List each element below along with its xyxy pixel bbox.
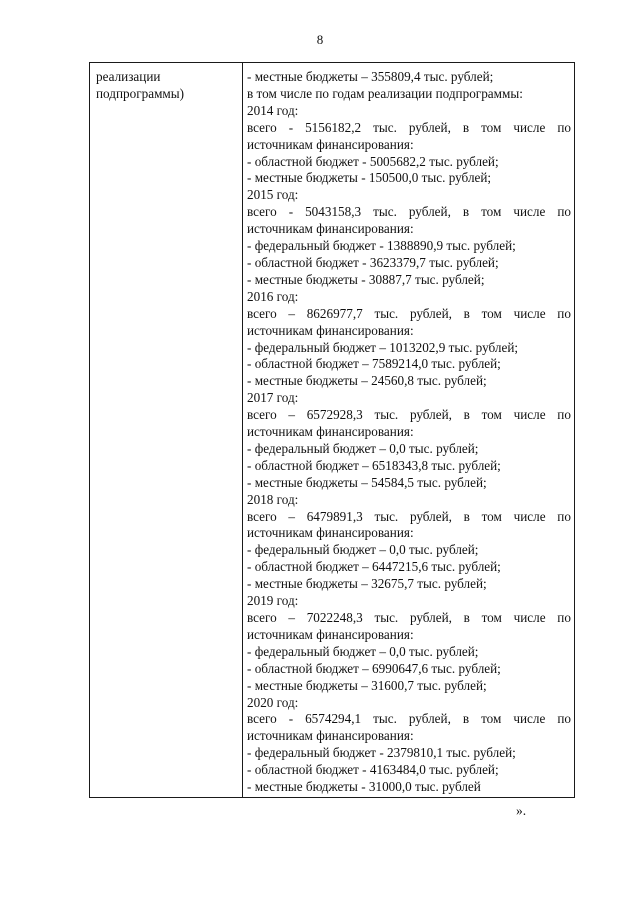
total-line-word: –	[288, 407, 295, 423]
total-line-word: всего	[247, 610, 277, 625]
funding-source-line: - местные бюджеты – 24560,8 тыс. рублей;	[247, 373, 487, 389]
funding-source-line: - местные бюджеты - 31000,0 тыс. рублей	[247, 779, 481, 795]
funding-source-line: - местные бюджеты – 32675,7 тыс. рублей;	[247, 576, 487, 592]
year-heading: 2017 год:	[247, 390, 299, 406]
total-line-word: том	[481, 610, 502, 625]
total-line-word: рублей,	[408, 204, 451, 220]
total-line-word: по	[557, 508, 571, 524]
funding-source-line: - федеральный бюджет - 2379810,1 тыс. рублей;	[247, 745, 516, 761]
sources-label: источникам финансирования:	[247, 424, 414, 440]
sources-label: источникам финансирования:	[247, 136, 414, 152]
total-line-word: числе	[513, 711, 546, 727]
funding-source-line: - местные бюджеты - 150500,0 тыс. рублей;	[247, 170, 492, 186]
total-line-word: всего	[247, 711, 277, 727]
sources-label: источникам финансирования:	[247, 525, 414, 541]
total-line-word: 7022248,3	[306, 610, 363, 625]
year-total-line	[247, 306, 571, 323]
total-line-word: в	[462, 204, 470, 220]
funding-source-line: - областной бюджет – 6518343,8 тыс. рублей;	[247, 457, 501, 473]
total-line-word: числе	[513, 508, 546, 524]
total-line-word: всего	[247, 204, 277, 220]
total-line-word: тыс.	[373, 119, 397, 135]
funding-source-line: - местные бюджеты – 54584,5 тыс. рублей;	[247, 474, 487, 490]
total-line-word: рублей,	[409, 508, 452, 524]
funding-source-line: - областной бюджет – 6447215,6 тыс. рублей;	[247, 559, 501, 575]
total-line-word: числе	[513, 610, 546, 625]
page-number: 8	[316, 32, 324, 47]
total-line-word: по	[557, 711, 571, 727]
year-heading: 2015 год:	[247, 187, 299, 203]
left-cell-line: реализации	[96, 69, 161, 84]
total-line-word: числе	[513, 407, 546, 423]
funding-source-line: - областной бюджет – 6990647,6 тыс. рублей;	[247, 660, 501, 676]
total-line-word: в	[463, 508, 470, 524]
total-line-word: по	[557, 407, 571, 423]
total-line-word: тыс.	[373, 711, 397, 727]
total-line-word: всего	[247, 119, 277, 135]
total-line-word: том	[481, 407, 502, 423]
total-line-word: всего	[247, 305, 277, 321]
total-line-word: 6574294,1	[305, 711, 362, 727]
closing-quote-mark: ».	[516, 803, 527, 818]
year-total-line	[247, 204, 571, 221]
year-block	[247, 492, 571, 593]
total-line-word: 8626977,7	[306, 305, 363, 321]
total-line-word: том	[481, 204, 502, 220]
total-line-word: -	[288, 711, 294, 727]
total-line-word: тыс.	[374, 610, 399, 625]
year-total-line	[247, 120, 571, 137]
total-line-word: в	[462, 119, 470, 135]
total-line-word: всего	[247, 508, 277, 524]
total-line-word: 5156182,2	[305, 119, 362, 135]
total-line-word: в	[462, 711, 470, 727]
total-line-word: -	[288, 204, 294, 220]
funding-source-line: - федеральный бюджет – 1013202,9 тыс. рублей;	[247, 339, 519, 355]
total-line-word: числе	[513, 305, 546, 321]
funding-source-line: - областной бюджет - 4163484,0 тыс. рублей;	[247, 762, 499, 778]
year-block	[247, 593, 571, 694]
total-line-word: том	[481, 508, 502, 524]
total-line-word: рублей,	[409, 305, 452, 321]
total-line-word: числе	[513, 119, 546, 135]
total-line-word: том	[481, 305, 502, 321]
sources-label: источникам финансирования:	[247, 322, 414, 338]
year-total-line	[247, 711, 571, 728]
year-total-line	[247, 509, 571, 526]
year-block	[247, 695, 571, 796]
total-line-word: тыс.	[374, 305, 399, 321]
total-line-word: в	[463, 305, 470, 321]
total-line-word: тыс.	[373, 204, 397, 220]
funding-source-line: - федеральный бюджет – 0,0 тыс. рублей;	[247, 643, 479, 659]
funding-source-line: - областной бюджет - 5005682,2 тыс. рублей;	[247, 153, 499, 169]
funding-source-line: - федеральный бюджет – 0,0 тыс. рублей;	[247, 440, 479, 456]
year-total-line	[247, 407, 571, 424]
funding-source-line: - областной бюджет – 7589214,0 тыс. рублей;	[247, 356, 501, 372]
total-line-word: том	[481, 119, 502, 135]
total-line-word: по	[557, 305, 571, 321]
table-right-cell	[243, 63, 574, 797]
total-line-word: 5043158,3	[305, 204, 362, 220]
year-heading: 2019 год:	[247, 593, 299, 609]
total-line-word: рублей,	[409, 407, 452, 423]
sources-label: источникам финансирования:	[247, 626, 414, 642]
total-line-word: –	[288, 610, 295, 625]
total-line-word: рублей,	[409, 610, 452, 625]
total-line-word: -	[288, 119, 294, 135]
table-left-cell	[90, 63, 243, 797]
funding-source-line: - федеральный бюджет - 1388890,9 тыс. рублей;	[247, 238, 516, 254]
total-line-word: –	[288, 508, 295, 524]
year-block	[247, 187, 571, 288]
total-line-word: в	[463, 610, 470, 625]
total-line-word: том	[481, 711, 502, 727]
total-line-word: рублей,	[408, 711, 451, 727]
funding-source-line: - местные бюджеты - 30887,7 тыс. рублей;	[247, 271, 485, 287]
passport-table	[89, 62, 575, 798]
year-heading: 2018 год:	[247, 491, 299, 507]
total-line-word: –	[288, 305, 295, 321]
year-heading: 2016 год:	[247, 288, 299, 304]
year-block	[247, 390, 571, 491]
funding-source-line: - областной бюджет - 3623379,7 тыс. рублей;	[247, 254, 499, 270]
years-intro-line: в том числе по годам реализации подпрограммы:	[247, 85, 523, 101]
total-line-word: рублей,	[408, 119, 451, 135]
total-line-word: всего	[247, 407, 277, 423]
sources-label: источникам финансирования:	[247, 728, 414, 744]
year-heading: 2014 год:	[247, 102, 299, 118]
funding-source-line: - местные бюджеты – 31600,7 тыс. рублей;	[247, 677, 487, 693]
funding-local-total-line: - местные бюджеты – 355809,4 тыс. рублей;	[247, 69, 494, 84]
left-cell-line: подпрограммы)	[96, 85, 185, 101]
total-line-word: по	[557, 610, 571, 625]
year-block	[247, 103, 571, 188]
year-total-line	[247, 610, 571, 627]
total-line-word: по	[557, 119, 571, 135]
total-line-word: числе	[513, 204, 546, 220]
total-line-word: 6572928,3	[306, 407, 363, 423]
total-line-word: тыс.	[374, 407, 399, 423]
year-heading: 2020 год:	[247, 694, 299, 710]
funding-source-line: - федеральный бюджет – 0,0 тыс. рублей;	[247, 542, 479, 558]
total-line-word: тыс.	[374, 508, 399, 524]
total-line-word: в	[463, 407, 470, 423]
years-list	[247, 103, 571, 796]
year-block	[247, 289, 571, 390]
sources-label: источникам финансирования:	[247, 221, 414, 237]
total-line-word: 6479891,3	[306, 508, 363, 524]
total-line-word: по	[557, 204, 571, 220]
